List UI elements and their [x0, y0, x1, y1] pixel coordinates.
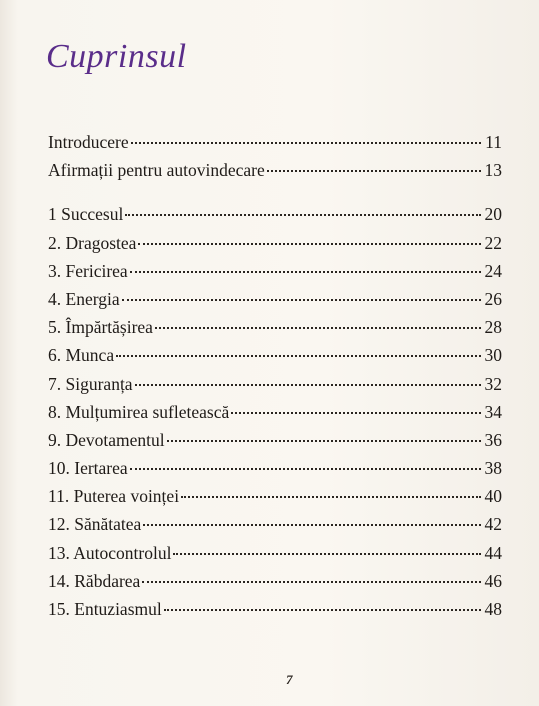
toc-entry [48, 370, 502, 398]
dot-leader [122, 299, 481, 301]
toc-entry-label: 14. Răbdarea [48, 570, 141, 591]
toc-entry-label: 8. Mulțumirea sufletească [48, 401, 230, 422]
chapter-list [48, 200, 502, 623]
toc-entry [48, 426, 502, 454]
page-number: 7 [286, 672, 293, 687]
toc-entry-page: 34 [484, 401, 502, 422]
toc-entry-page: 32 [484, 373, 502, 394]
toc-entry [48, 539, 502, 567]
toc-entry-page: 20 [484, 204, 502, 225]
toc-entry [48, 398, 502, 426]
dot-leader [131, 142, 481, 144]
toc-entry-label: Introducere [48, 132, 129, 152]
dot-leader [167, 440, 481, 442]
toc-entry-label: 2. Dragostea [48, 232, 137, 253]
toc-entry-label: 10. Iertarea [48, 458, 128, 479]
toc-entry [48, 257, 502, 285]
dot-leader [135, 384, 481, 386]
toc-entry-page: 46 [484, 570, 502, 591]
dot-leader [181, 496, 481, 498]
toc-entry-page: 22 [484, 232, 502, 253]
toc-entry-page: 38 [484, 458, 502, 479]
toc-entry-page: 26 [484, 288, 502, 309]
table-of-contents [48, 128, 502, 623]
toc-entry-page: 11 [485, 132, 502, 152]
toc-entry-label: 15. Entuziasmul [48, 599, 162, 619]
toc-entry-label: 6. Munca [48, 345, 115, 366]
dot-leader [143, 524, 481, 526]
dot-leader [130, 468, 481, 470]
toc-entry-label: 13. Autocontrolul [48, 542, 172, 563]
toc-entry [48, 128, 502, 156]
toc-entry [48, 341, 502, 369]
toc-entry [48, 229, 502, 257]
dot-leader [155, 327, 481, 329]
toc-entry [48, 285, 502, 313]
toc-entry-page: 36 [484, 429, 502, 450]
toc-entry-page: 13 [484, 160, 502, 181]
toc-entry-label: 12. Sănătatea [48, 514, 142, 535]
toc-entry-label: 1 Succesul [48, 204, 124, 225]
toc-entry [48, 595, 502, 623]
dot-leader [116, 355, 481, 357]
toc-entry-label: 11. Puterea voinței [48, 486, 180, 507]
toc-entry-page: 48 [484, 599, 502, 619]
section-gap [48, 184, 502, 200]
front-matter-list [48, 128, 502, 184]
toc-entry-label: 7. Siguranța [48, 373, 133, 394]
toc-entry [48, 510, 502, 538]
toc-entry-label: Afirmații pentru autovindecare [48, 160, 265, 181]
toc-entry-label: 3. Fericirea [48, 260, 128, 281]
toc-entry-page: 24 [484, 260, 502, 281]
toc-entry-label: 9. Devotamentul [48, 429, 165, 450]
toc-entry-page: 42 [484, 514, 502, 535]
dot-leader [125, 214, 481, 216]
toc-entry-page: 44 [484, 542, 502, 563]
dot-leader [267, 170, 481, 172]
toc-entry-page: 28 [484, 317, 502, 338]
toc-entry [48, 156, 502, 184]
toc-entry [48, 482, 502, 510]
toc-entry [48, 313, 502, 341]
toc-entry [48, 567, 502, 595]
toc-entry-label: 5. Împărtășirea [48, 317, 153, 338]
dot-leader [173, 553, 481, 555]
toc-entry-page: 30 [484, 345, 502, 366]
toc-entry [48, 454, 502, 482]
dot-leader [142, 581, 481, 583]
dot-leader [130, 271, 481, 273]
toc-entry [48, 200, 502, 228]
dot-leader [231, 412, 481, 414]
dot-leader [138, 243, 481, 245]
toc-entry-label: 4. Energia [48, 288, 120, 309]
page-title: Cuprinsul [46, 38, 187, 75]
toc-entry-page: 40 [484, 486, 502, 507]
dot-leader [164, 609, 481, 611]
